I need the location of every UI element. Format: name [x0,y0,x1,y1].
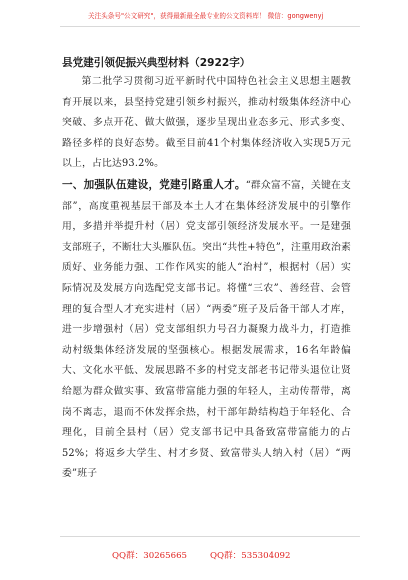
footer-qq-group-2: QQ群：535304092 [210,551,291,561]
document-title: 县党建引领促振兴典型材料（2922字） [62,57,251,69]
top-banner [0,0,408,28]
document-body [62,72,351,485]
banner-divider [60,26,360,27]
intro-paragraph: 第二批学习贯彻习近平新时代中国特色社会主义思想主题教育开展以来，县坚持党建引领乡村振兴，推动村级集体经济中心突破、多点开花、做大做强，逐步呈现出业态多元、形式多变、路径多样的良好态势。截至目前41个村集体经济收入实现5万元以上，占比达93.2%。 [62,76,351,170]
footer-qq-group-1: QQ群：30265665 [112,551,188,561]
page-footer [0,536,408,580]
banner-promo-text: 关注头条号"公文研究"，获得最新最全最专业的公文资料库！ 微信：gongwenyj [88,12,324,20]
footer-divider [60,536,360,537]
section-1-body: “群众富不富，关键在支部”，高度重视基层干部及本土人才在集体经济发展中的引擎作用，多措并举提升村（居）党支部引领经济发展水平。一是建强支部班子，不断壮大头雁队伍。突出“共性+特色”，注重用政治素质好、业务能力强、工作作风实的能人“治村”，根据村（居）实际情况及发展方向选配党支部书记。将懂“三农”、善经营、会管理的复合型人才充实进村（居）“两委”班子及后备干部人才库，进一步增强村（居）党支部组织力号召力凝聚力战斗力，打造推动村级集体经济发展的坚强核心。根据发展需求，16名年龄偏大、文化水平低、发展思路不多的村党支部老书记带头退位让贤给愿为群众做实事、致富带富能力强的年轻人，主动传帮带，离岗不离志，退而不休发挥余热，村干部年龄结构趋于年轻化、合理化，目前全县村（居）党支部书记中具备致富带富能力的占52%；将返乡大学生、村才乡贤、致富带头人纳入村（居）“两委”班子 [62,179,351,480]
section-1-heading: 一、加强队伍建设，党建引路重人才。 [62,178,246,191]
